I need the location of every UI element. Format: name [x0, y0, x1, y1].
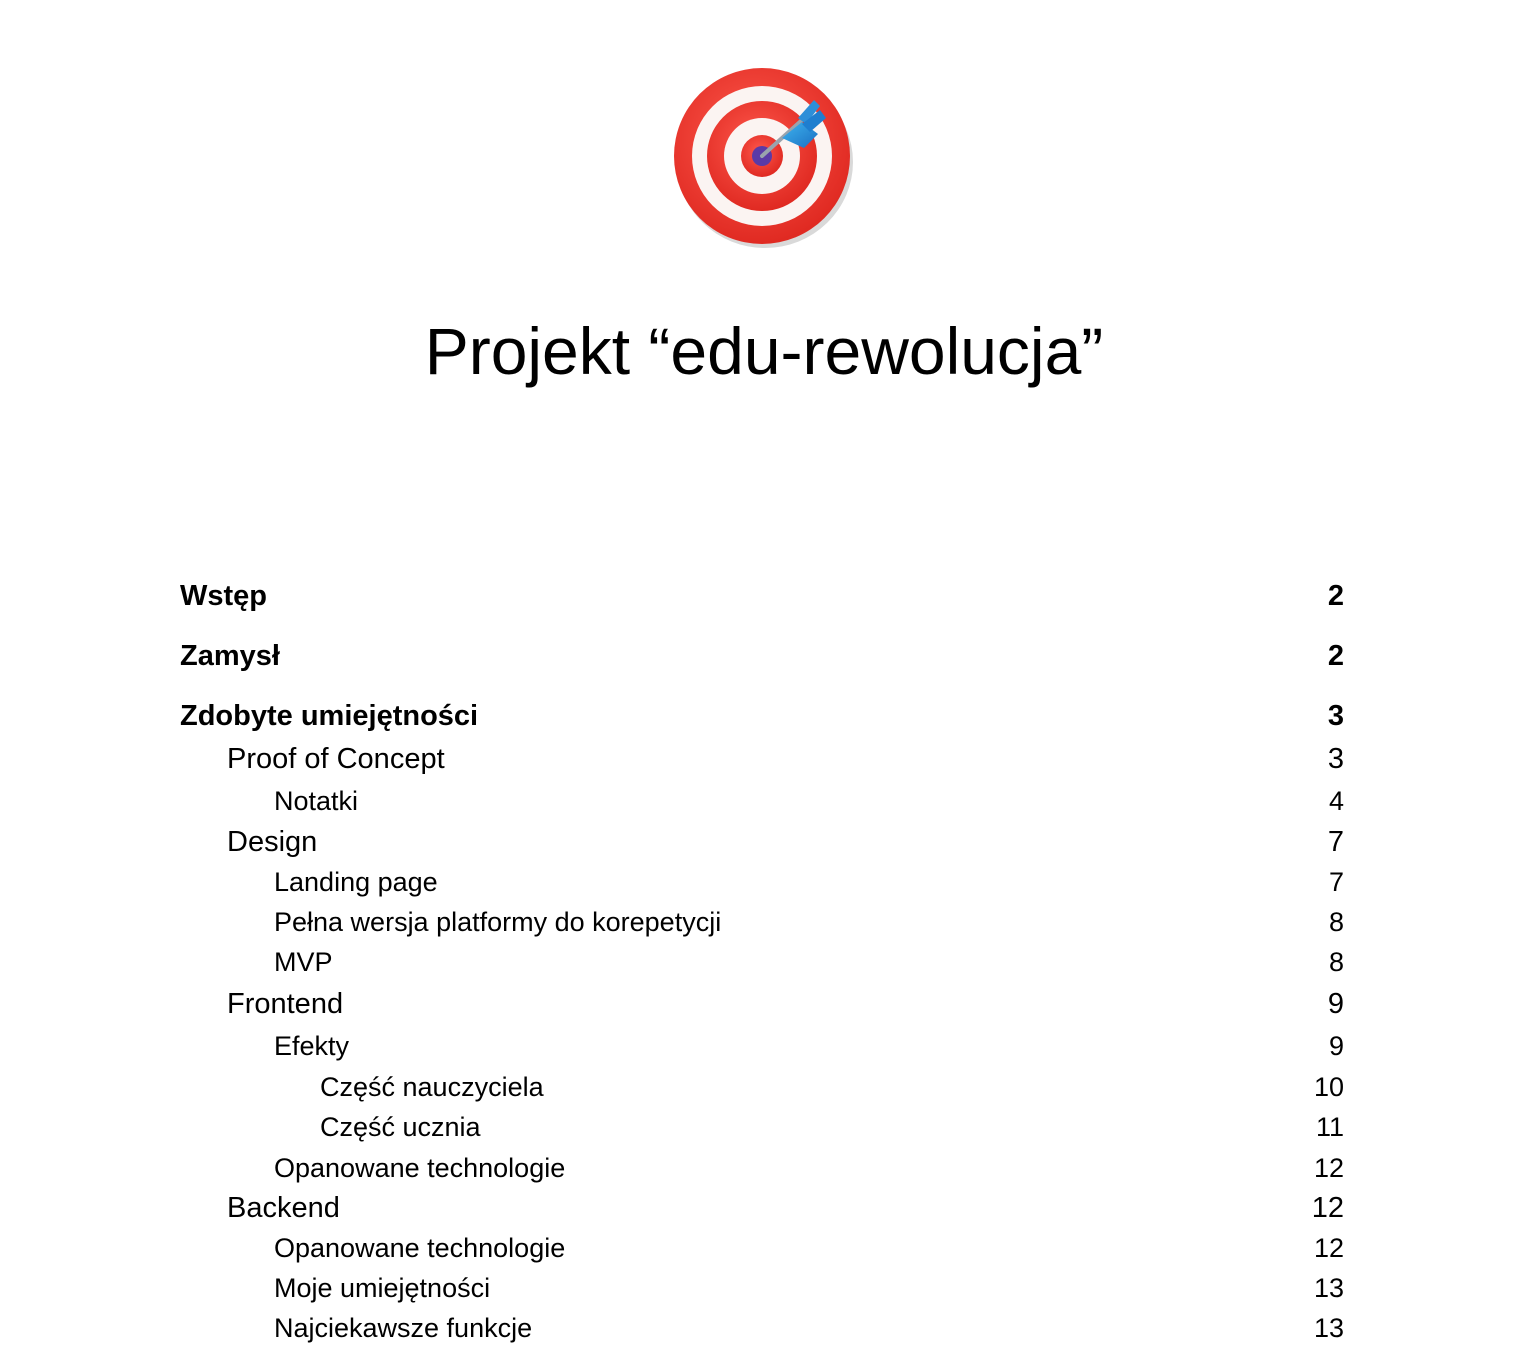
toc-entry-label: Landing page	[274, 867, 438, 897]
toc-entry[interactable]	[180, 786, 1344, 817]
toc-entry-page: 9	[1328, 1031, 1344, 1061]
dart-target-icon	[670, 62, 856, 248]
toc-entry-page: 12	[1313, 1153, 1344, 1183]
toc-entry-label: Backend	[227, 1192, 340, 1224]
toc-entry-label: Opanowane technologie	[274, 1233, 566, 1263]
toc-entry-label: Zdobyte umiejętności	[180, 700, 479, 732]
toc-entry-label: Pełna wersja platformy do korepetycji	[274, 907, 722, 937]
toc-entry-label: Opanowane technologie	[274, 1153, 566, 1183]
toc-entry[interactable]	[180, 700, 1344, 733]
toc-entry-label: Design	[227, 826, 318, 858]
toc-entry[interactable]	[180, 640, 1344, 673]
toc-entry-label: Część nauczyciela	[320, 1072, 544, 1102]
toc-entry[interactable]	[180, 1273, 1344, 1304]
toc-entry[interactable]	[180, 1313, 1344, 1344]
toc-entry[interactable]	[180, 580, 1344, 613]
toc-entry[interactable]	[180, 947, 1344, 978]
toc-entry[interactable]	[180, 826, 1344, 859]
toc-entry-page: 10	[1313, 1072, 1344, 1102]
toc-entry-page: 8	[1328, 907, 1344, 937]
toc-entry-page: 2	[1327, 640, 1344, 672]
toc-entry[interactable]	[180, 1072, 1344, 1103]
toc-entry-label: Zamysł	[180, 640, 280, 672]
toc-entry-label: Notatki	[274, 786, 359, 816]
toc-entry-page: 2	[1327, 580, 1344, 612]
toc-entry-page: 4	[1328, 786, 1344, 816]
toc-entry[interactable]	[180, 1112, 1344, 1143]
toc-entry-label: Część ucznia	[320, 1112, 481, 1142]
toc-entry[interactable]	[180, 1233, 1344, 1264]
toc-entry-label: Wstęp	[180, 580, 267, 612]
toc-entry-page: 13	[1313, 1273, 1344, 1303]
toc-entry-page: 12	[1313, 1233, 1344, 1263]
toc-entry-label: MVP	[274, 947, 333, 977]
toc-entry[interactable]	[180, 867, 1344, 898]
document-title: Projekt “edu-rewolucja”	[424, 314, 1104, 388]
toc-entry[interactable]	[180, 988, 1344, 1021]
toc-entry-label: Proof of Concept	[227, 743, 445, 775]
toc-entry-page: 7	[1328, 867, 1344, 897]
toc-entry-label: Moje umiejętności	[274, 1273, 491, 1303]
toc-entry-page: 12	[1311, 1192, 1344, 1224]
toc-entry[interactable]	[180, 907, 1344, 938]
toc-entry-page: 13	[1313, 1313, 1344, 1343]
toc-entry-page: 3	[1327, 743, 1344, 775]
toc-entry-label: Efekty	[274, 1031, 350, 1061]
toc-entry-page: 11	[1315, 1112, 1344, 1142]
toc-entry[interactable]	[180, 1031, 1344, 1062]
toc-entry-page: 7	[1327, 826, 1344, 858]
toc-entry[interactable]	[180, 1153, 1344, 1184]
toc-entry-page: 3	[1327, 700, 1344, 732]
toc-entry[interactable]	[180, 743, 1344, 776]
toc-entry[interactable]	[180, 1192, 1344, 1225]
toc-entry-label: Najciekawsze funkcje	[274, 1313, 533, 1343]
toc-entry-page: 8	[1328, 947, 1344, 977]
toc-entry-page: 9	[1327, 988, 1344, 1020]
toc-entry-label: Frontend	[227, 988, 344, 1020]
